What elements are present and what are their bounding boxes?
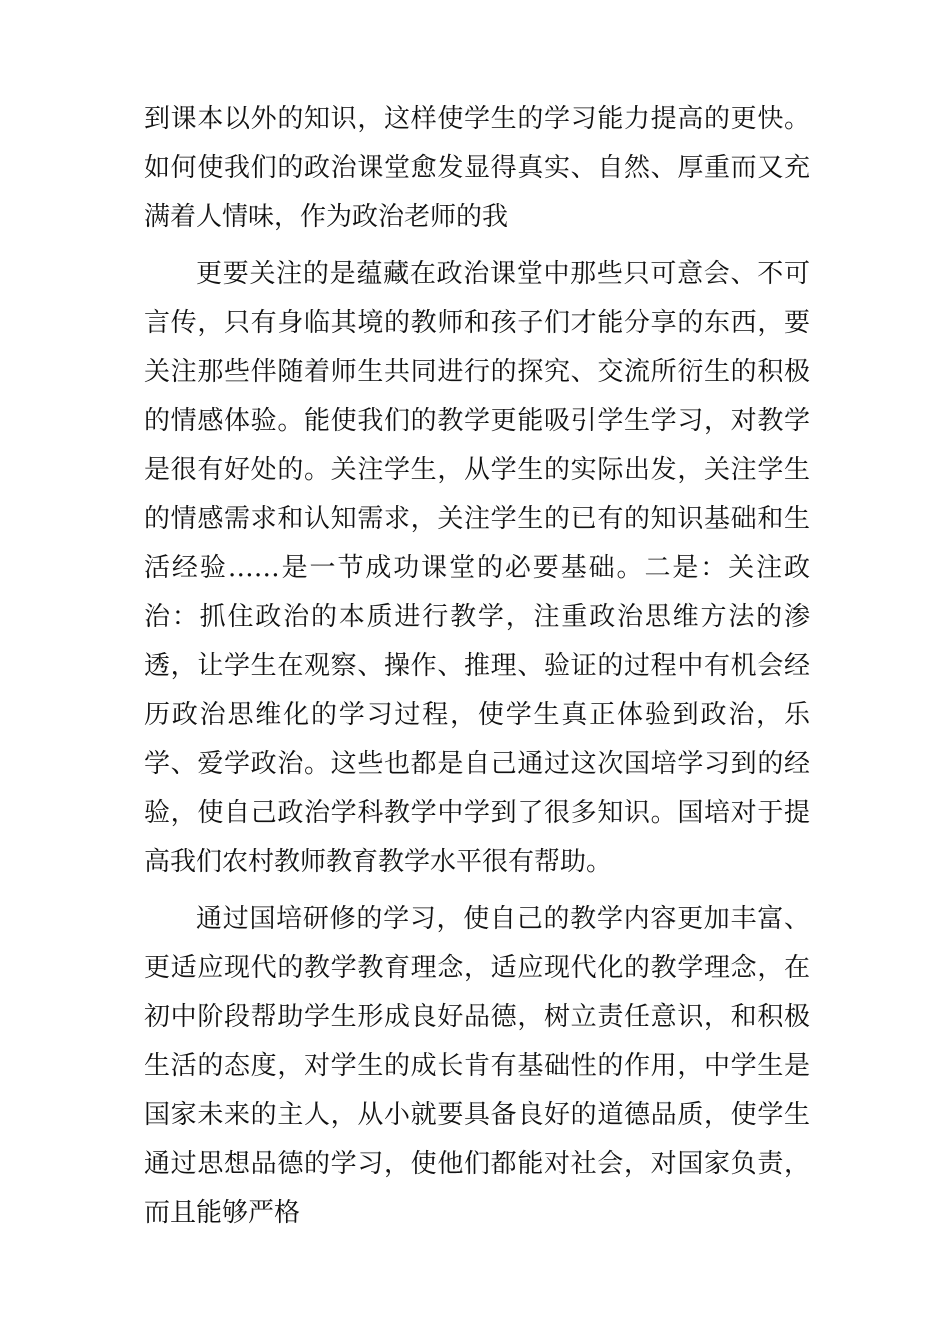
document-body xyxy=(144,95,810,1238)
paragraph-focus-on-students: 更要关注的是蕴藏在政治课堂中那些只可意会、不可言传，只有身临其境的教师和孩子们才能分享的东西，要关注那些伴随着师生共同进行的探究、交流所衍生的积极的情感体验。能使我们的教学更能吸引学生学习，对教学是很有好处的。关注学生，从学生的实际出发，关注学生的情感需求和认知需求，关注学生的已有的知识基础和生活经验……是一节成功课堂的必要基础。二是：关注政治：抓住政治的本质进行教学，注重政治思维方法的渗透，让学生在观察、操作、推理、验证的过程中有机会经历政治思维化的学习过程，使学生真正体验到政治，乐学、爱学政治。这些也都是自己通过这次国培学习到的经验，使自己政治学科教学中学到了很多知识。国培对于提高我们农村教师教育教学水平很有帮助。 xyxy=(144,259,810,877)
paragraph-continuation: 到课本以外的知识，这样使学生的学习能力提高的更快。如何使我们的政治课堂愈发显得真实、自然、厚重而又充满着人情味，作为政治老师的我 xyxy=(144,104,810,232)
paragraph-guopei-study: 通过国培研修的学习，使自己的教学内容更加丰富、更适应现代的教学教育理念，适应现代化的教学理念，在初中阶段帮助学生形成良好品德，树立责任意识，和积极生活的态度，对学生的成长肯有基础性的作用，中学生是国家未来的主人，从小就要具备良好的道德品质，使学生通过思想品德的学习，使他们都能对社会，对国家负责，而且能够严格 xyxy=(144,904,810,1228)
